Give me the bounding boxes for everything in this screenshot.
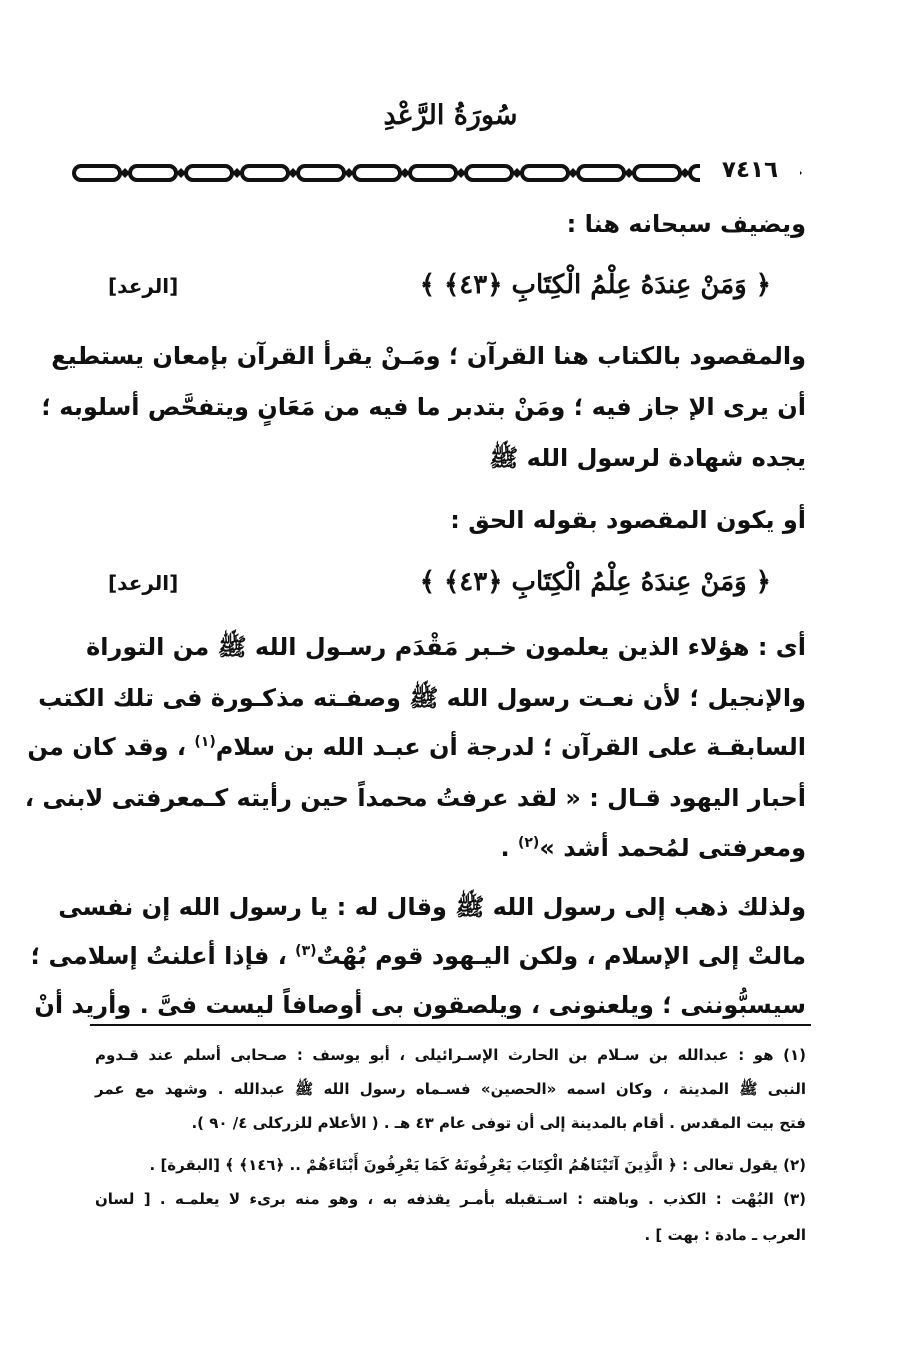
chain-link: [578, 166, 624, 180]
body-line: ولذلك ذهب إلى رسول الله ﷺ وقال له : يا رسول الله إن نفسى: [58, 893, 806, 921]
body-line: والإنجيل ؛ لأن نعـت رسول الله ﷺ وصفـته مذكـورة فى تلك الكتب: [38, 684, 806, 712]
body-text: مالتْ إلى الإسلام ، ولكن اليـهود قوم بُهْتٌ: [316, 942, 806, 970]
body-text: .: [500, 834, 510, 862]
body-line: أى : هؤلاء الذين يعلمون خـبر مَقْدَم رسـول الله ﷺ من التوراة: [86, 633, 806, 661]
footnote-line: فتح بيت المقدس . أقام بالمدينة إلى أن توفى عام ٤٣ هـ . ( الأعلام للزركلى ٤/ ٩٠ ).: [191, 1114, 806, 1132]
footnote-line: (٢) يقول تعالى : ﴿ الَّذِينَ آتَيْنَاهُمُ الْكِتَابَ يَعْرِفُونَهُ كَمَا يَعْرِفُونَ أَبْنَاءَهُمْ .. ﴿١٤٦﴾ ﴾ [البقرة] .: [149, 1156, 806, 1174]
footnote-marker: (١): [194, 734, 216, 750]
body-line: أن يرى الإ جاز فيه ؛ ومَنْ بتدبر ما فيه من مَعَانٍ ويتفحَّص أسلوبه ؛: [41, 393, 806, 421]
quran-verse: ﴿ وَمَنْ عِندَهُ عِلْمُ الْكِتَابِ ﴿٤٣﴾ ﴾: [419, 270, 771, 300]
body-line: ويضيف سبحانه هنا :: [566, 210, 806, 238]
body-text: السابقـة على القرآن ؛ لدرجة أن عبـد الله بن سلام: [215, 733, 806, 761]
chain-link: [298, 166, 344, 180]
body-line: يجده شهادة لرسول الله ﷺ: [489, 444, 806, 472]
chain-link: [354, 166, 400, 180]
surah-title: سُورَةُ الرَّعْدِ: [383, 100, 518, 131]
body-line: [95, 834, 806, 862]
chain-link: [522, 166, 568, 180]
verse-reference: [الرعد]: [108, 274, 179, 298]
chain-link: [410, 166, 456, 180]
chain-link: [634, 166, 680, 180]
footnote-line: النبى ﷺ المدينة ، وكان اسمه «الحصين» فسـماه رسول الله ﷺ عبدالله . وشهد مع عمر: [95, 1080, 806, 1098]
body-text: ، فإذا أعلنتُ إسلامى ؛: [30, 942, 287, 970]
footnote-line: (٣) البُهْت : الكذب . وباهته : اسـتقبله بأمـر يقذفه به ، وهو منه برىء لا يعلمـه . [ لسان: [95, 1190, 806, 1208]
body-line: [30, 942, 806, 970]
page-number: ٧٤١٦: [700, 157, 800, 183]
quran-verse: ﴿ وَمَنْ عِندَهُ عِلْمُ الْكِتَابِ ﴿٤٣﴾ ﴾: [419, 567, 771, 597]
footnote-line: العرب ـ مادة : بهت ] .: [644, 1226, 806, 1244]
footnote-separator: [90, 1024, 811, 1026]
chain-link: [74, 166, 120, 180]
chain-link: [130, 166, 176, 180]
chain-link: [242, 166, 288, 180]
footnote-marker: (٢): [517, 835, 540, 851]
body-line: والمقصود بالكتاب هنا القرآن ؛ ومَـنْ يقرأ القرآن بإمعان يستطيع: [51, 342, 806, 370]
body-text: ومعرفتى لمُحمد أشد »: [539, 834, 806, 862]
footnote-marker: (٣): [295, 943, 317, 959]
body-line: أو يكون المقصود بقوله الحق :: [450, 506, 806, 534]
body-line: سيسبُّوننى ؛ ويلعنونى ، ويلصقون بى أوصافاً ليست فىَّ . وأريد أنْ: [34, 991, 806, 1019]
chain-link: [186, 166, 232, 180]
verse-reference: [الرعد]: [108, 571, 179, 595]
body-text: ، وقد كان من: [27, 733, 187, 761]
chain-link: [466, 166, 512, 180]
body-line: أحبار اليهود قـال : « لقد عرفتُ محمداً حين رأيته كـمعرفتى لابنى ،: [24, 784, 806, 812]
footnote-line: (١) هو : عبدالله بن سـلام بن الحارث الإسـرائيلى ، أبو يوسف : صـحابى أسلم عند قـدوم: [95, 1046, 806, 1064]
body-line: [27, 733, 806, 761]
